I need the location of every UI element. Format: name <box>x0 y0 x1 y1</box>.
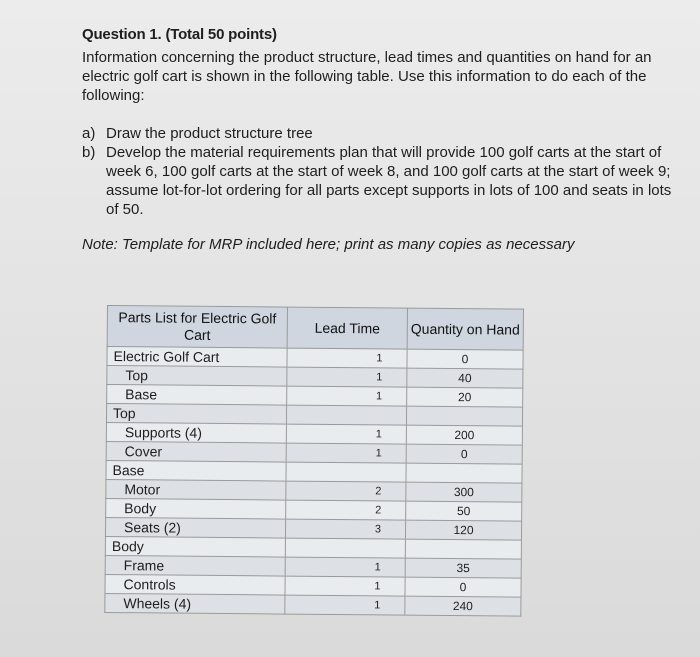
task-item-a <box>82 124 682 143</box>
lead-time-cell: 2 <box>286 500 406 520</box>
lead-time-cell: 1 <box>285 576 405 596</box>
parts-table-wrapper <box>104 305 524 617</box>
quantity-cell: 20 <box>407 387 523 407</box>
parts-table <box>104 305 524 617</box>
quantity-cell: 50 <box>406 501 522 521</box>
part-name-cell: Base <box>107 385 287 406</box>
part-name-cell: Top <box>107 366 287 387</box>
lead-time-cell <box>286 462 406 482</box>
part-name-cell: Electric Golf Cart <box>107 347 287 368</box>
part-name-cell: Controls <box>105 574 285 595</box>
quantity-cell: 120 <box>405 520 521 540</box>
quantity-cell: 35 <box>405 558 521 578</box>
quantity-cell: 0 <box>405 577 521 597</box>
lead-time-cell: 2 <box>286 481 406 501</box>
part-name-cell: Frame <box>105 555 285 576</box>
part-name-cell: Seats (2) <box>105 517 285 538</box>
template-note: Note: Template for MRP included here; print as many copies as necessary <box>82 236 575 253</box>
lead-time-cell: 1 <box>287 348 407 368</box>
lead-time-cell <box>285 538 405 558</box>
lead-time-cell: 1 <box>286 443 406 463</box>
part-name-cell: Body <box>106 498 286 519</box>
header-parts-list: Parts List for Electric Golf Cart <box>107 306 287 349</box>
lead-time-cell: 1 <box>285 595 405 615</box>
part-name-cell: Supports (4) <box>106 422 286 443</box>
quantity-cell <box>406 463 522 483</box>
question-intro: Information concerning the product structure, lead times and quantities on hand for an electric golf cart is shown in the following table. Use this information to do each of the following: <box>82 49 652 104</box>
part-name-cell: Cover <box>106 441 286 462</box>
quantity-cell: 300 <box>406 482 522 502</box>
quantity-cell: 40 <box>407 368 523 388</box>
task-list <box>82 124 682 219</box>
lead-time-cell <box>286 405 406 425</box>
quantity-cell: 240 <box>405 596 521 616</box>
table-row <box>105 593 521 616</box>
part-name-cell: Top <box>106 404 286 425</box>
quantity-cell: 0 <box>406 444 522 464</box>
part-name-cell: Wheels (4) <box>105 593 285 614</box>
header-quantity-on-hand: Quantity on Hand <box>407 308 523 350</box>
part-name-cell: Motor <box>106 479 286 500</box>
task-letter: b) <box>82 144 96 161</box>
question-title: Question 1. (Total 50 points) <box>82 26 277 43</box>
quantity-cell <box>405 539 521 559</box>
part-name-cell: Body <box>105 536 285 557</box>
quantity-cell <box>406 406 522 426</box>
lead-time-cell: 1 <box>285 557 405 577</box>
task-text: Draw the product structure tree <box>106 125 313 142</box>
part-name-cell: Base <box>106 460 286 481</box>
task-text: Develop the material requirements plan that will provide 100 golf carts at the start of week 6, 100 golf carts at the start of week 8, and 100 golf carts at the start of week 9; assume lot-for-lot ordering for all parts except supports in lots of 100 and seats in lots of 50. <box>106 144 672 218</box>
task-letter: a) <box>82 125 96 142</box>
task-item-b <box>82 143 682 219</box>
lead-time-cell: 1 <box>286 424 406 444</box>
table-header-row <box>107 306 523 351</box>
quantity-cell: 0 <box>407 349 523 369</box>
header-lead-time: Lead Time <box>287 307 407 349</box>
lead-time-cell: 3 <box>285 519 405 539</box>
quantity-cell: 200 <box>406 425 522 445</box>
parts-table-body <box>105 347 523 617</box>
lead-time-cell: 1 <box>287 386 407 406</box>
lead-time-cell: 1 <box>287 367 407 387</box>
